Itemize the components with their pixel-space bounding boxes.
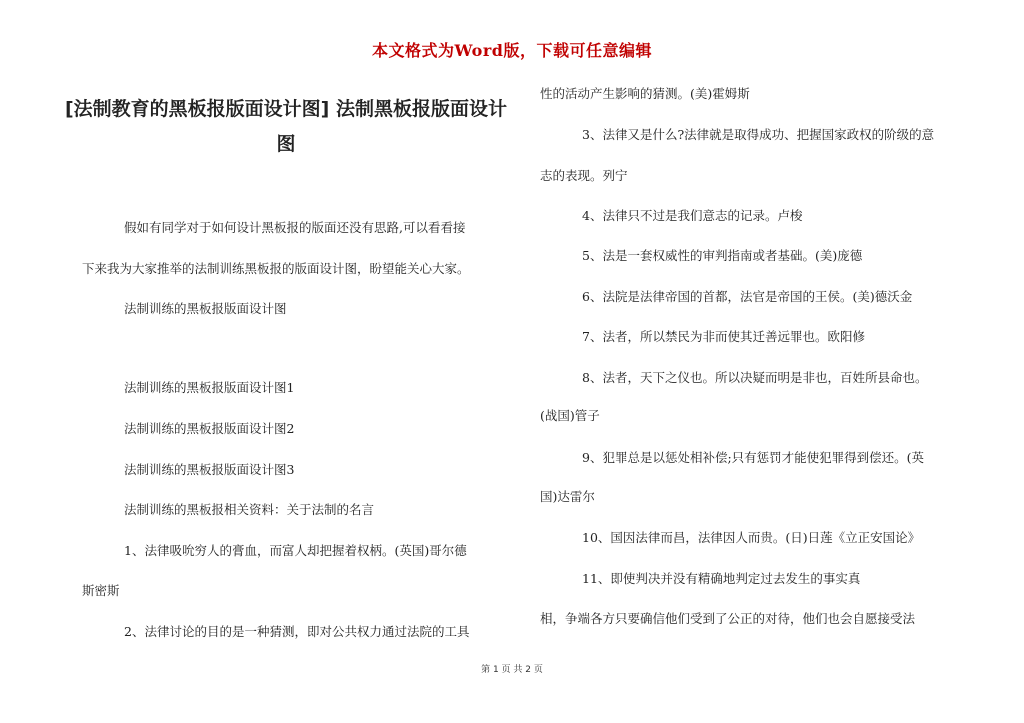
paragraph-line: 性的活动产生影响的猜测。(美)霍姆斯 bbox=[540, 86, 750, 101]
paragraph-line: 法制训练的黑板报版面设计图3 bbox=[124, 462, 295, 477]
paragraph-line: 3、法律又是什么?法律就是取得成功、把握国家政权的阶级的意 bbox=[582, 127, 935, 142]
paragraph-line: 下来我为大家推举的法制训练黑板报的版面设计图，盼望能关心大家。 bbox=[82, 261, 470, 276]
paragraph-line: 11、即使判决并没有精确地判定过去发生的事实真 bbox=[582, 571, 861, 586]
paragraph-line: 1、法律吸吮穷人的膏血，而富人却把握着权柄。(英国)哥尔德 bbox=[124, 543, 467, 558]
paragraph-line: 2、法律讨论的目的是一种猜测，即对公共权力通过法院的工具 bbox=[124, 624, 470, 639]
paragraph-line: 法制训练的黑板报版面设计图 bbox=[124, 301, 287, 316]
paragraph-line: 法制训练的黑板报版面设计图1 bbox=[124, 380, 295, 395]
paragraph-line: 志的表现。列宁 bbox=[540, 168, 628, 183]
paragraph-line: 斯密斯 bbox=[82, 583, 120, 598]
paragraph-line: 国)达雷尔 bbox=[540, 489, 595, 504]
paragraph-line: 4、法律只不过是我们意志的记录。卢梭 bbox=[582, 208, 803, 223]
paragraph-line: 相，争端各方只要确信他们受到了公正的对待，他们也会自愿接受法 bbox=[540, 611, 916, 626]
paragraph-line: 法制训练的黑板报相关资料：关于法制的名言 bbox=[124, 502, 375, 517]
word-format-banner: 本文格式为Word版，下载可任意编辑 bbox=[372, 41, 652, 60]
paragraph-line: 5、法是一套权威性的审判指南或者基础。(美)庞德 bbox=[582, 248, 863, 263]
document-title bbox=[62, 92, 510, 162]
paragraph-line: 8、法者，天下之仪也。所以决疑而明是非也，百姓所县命也。 bbox=[582, 370, 928, 385]
title-line-2: 图 bbox=[276, 133, 296, 155]
paragraph-line: 法制训练的黑板报版面设计图2 bbox=[124, 421, 295, 436]
title-line-1: [法制教育的黑板报版面设计图] 法制黑板报版面设计 bbox=[65, 98, 507, 120]
paragraph-line: 10、国因法律而昌，法律因人而贵。(日)日莲《立正安国论》 bbox=[582, 530, 921, 545]
paragraph-line: 假如有同学对于如何设计黑板报的版面还没有思路,可以看看接 bbox=[124, 220, 466, 235]
paragraph-line: 6、法院是法律帝国的首都，法官是帝国的王侯。(美)德沃金 bbox=[582, 289, 913, 304]
paragraph-line: (战国)管子 bbox=[540, 408, 600, 423]
page-indicator: 第 1 页 共 2 页 bbox=[481, 665, 543, 675]
paragraph-line: 7、法者，所以禁民为非而使其迁善远罪也。欧阳修 bbox=[582, 329, 865, 344]
paragraph-line: 9、犯罪总是以惩处相补偿;只有惩罚才能使犯罪得到偿还。(英 bbox=[582, 450, 925, 465]
